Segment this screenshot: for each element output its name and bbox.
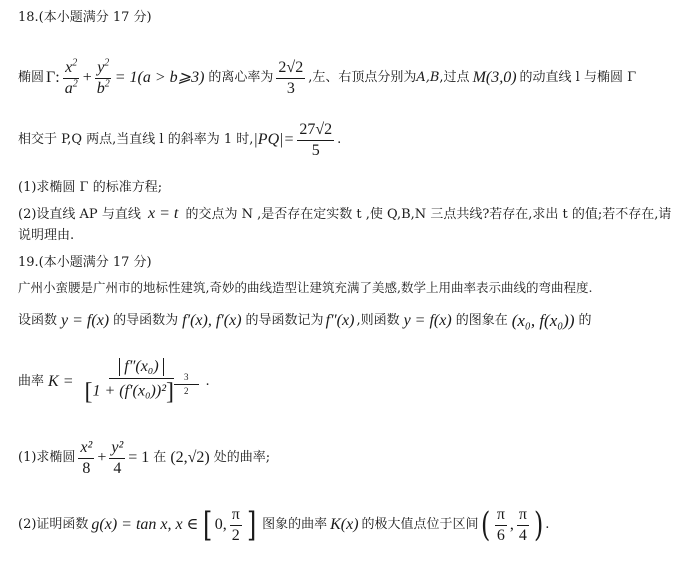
pq-denominator: 5: [311, 141, 320, 159]
def-mid4: 的图象在: [455, 313, 508, 328]
k-pre: 曲率: [18, 374, 45, 389]
q18-line2: [18, 118, 678, 162]
q18-l1-mid: 的离心率为: [208, 70, 274, 85]
def-post: 的: [578, 313, 592, 328]
k-post: .: [205, 374, 210, 389]
y2-over-4: [109, 439, 125, 478]
x2-over-a2: $\frac{x^2}{a^2}$: [64, 57, 78, 97]
p2-mid: 图象的曲率: [262, 517, 328, 532]
ecc-denominator: 3: [286, 79, 295, 97]
q18-p2a: (2)设直线 AP 与直线: [18, 207, 141, 222]
pi6-n: π: [495, 506, 507, 526]
eccentricity-fraction: [276, 59, 305, 98]
q18-p2b: 的交点为 N ,是否存在定实数 t ,使 Q,B,N 三点共线?若存在,求出 t 的值;若不存在,请: [185, 207, 672, 222]
q18-l1-pre: 椭圆: [18, 70, 45, 85]
pi-over-2: [230, 506, 242, 545]
curvature-fraction: f″(x₀) [1 + (f′(x₀))²] $^{\frac{3}{2}}$: [80, 358, 202, 405]
line-x-eq-t: x = t: [147, 205, 179, 222]
pi4-d: 4: [518, 526, 527, 544]
y2-over-b2: $\frac{y^2}{b^2}$: [96, 57, 110, 97]
def-mid2: 的导函数记为: [245, 313, 324, 328]
p1-d2: 4: [113, 459, 122, 477]
pq-fraction: [297, 121, 334, 160]
k-denominator: 1 + (f′(x₀))²: [92, 383, 166, 401]
pi4-n: π: [517, 506, 529, 526]
p2-post: .: [545, 517, 550, 532]
ecc-numerator: 2√2: [276, 59, 305, 79]
p2-k: K(x): [330, 516, 359, 533]
pi2-n: π: [230, 506, 242, 526]
q18-part2-cont: 说明理由.: [18, 228, 75, 243]
q18-header: 18.(本小题满分 17 分): [18, 10, 152, 25]
q18-l1-post: ,左、右顶点分别为: [308, 70, 417, 85]
point-m: M(3,0): [472, 69, 517, 86]
pi-over-4: [517, 506, 529, 545]
k-exp-num: 3: [174, 373, 199, 385]
p1-x2: x²: [78, 439, 94, 459]
p1-d1: 8: [82, 459, 91, 477]
q18-l2-post: .: [337, 132, 342, 147]
ellipse-condition: = 1(a > b⩾3): [114, 69, 205, 86]
p1-mid: 在: [153, 450, 167, 465]
q19-curvature-formula: [18, 345, 678, 419]
q19-part2: (2)证明函数 g(x) = tan x, x ∈ [ 0, $\frac{\pi}{2}$ ] 图象的曲率 K(x) 的极大值点位于区间 ( $\frac{\pi}{6}$ , $\frac{\pi}{4}$ ) .: [18, 505, 550, 545]
vertices-ab: A,B: [416, 70, 440, 85]
def-point: (x₀, f(x₀)): [511, 311, 575, 330]
q19-intro: 广州小蛮腰是广州市的地标性建筑,奇妙的曲线造型让建筑充满了美感,数学上用曲率表示曲线的弯曲程度.: [18, 280, 593, 295]
def-mid1: 的导函数为: [113, 313, 179, 328]
pi-over-6: [495, 506, 507, 545]
q18-l1-tail: 的动直线 l 与椭圆 Γ: [519, 70, 637, 85]
p2-int-left: 0,: [214, 516, 227, 533]
def-fx2: y = f(x): [403, 312, 452, 329]
q18-l1-post2: ,过点: [439, 70, 470, 85]
q18-line1: 椭圆 Γ: $\frac{x^2}{a^2}$ + $\frac{y^2}{b^2}$ = 1(a > b⩾3) 的离心率为 $\frac{2√2}{3}$ ,左、右顶点分别为 A,B ,过点 M(3,0) 的动直线 l 与椭圆 Γ: [18, 57, 637, 97]
q19-definition: [18, 305, 678, 337]
p2-mid2: 的极大值点位于区间: [361, 517, 479, 532]
q18-part2: [18, 206, 678, 223]
q18-part1: (1)求椭圆 Γ 的标准方程;: [18, 180, 163, 195]
q19-p1-pre: (1)求椭圆: [18, 450, 76, 465]
p1-eq: = 1: [128, 449, 150, 466]
q18-l2-pre: 相交于 P,Q 两点,当直线 l 的斜率为 1 时,: [18, 132, 254, 147]
k-numerator: f″(x₀): [119, 358, 163, 376]
q19-p2-pre: (2)证明函数: [18, 517, 89, 532]
k-var: K =: [48, 373, 74, 390]
x2-over-8: [78, 439, 94, 478]
def-mid3: ,则函数: [356, 313, 400, 328]
q19-part1: (1)求椭圆 $\frac{\text{x²}}{8}$ + $\frac{\text{y²}}{4}$ = 1 在 (2,√2) 处的曲率;: [18, 438, 271, 477]
p1-post: 处的曲率;: [213, 450, 271, 465]
p1-point: (2,√2): [170, 449, 210, 466]
pq-length: |PQ|=: [253, 131, 295, 148]
p1-y2: y²: [109, 439, 125, 459]
def-fx: y = f(x): [61, 312, 110, 329]
p2-g: g(x) = tan x, x ∈: [91, 516, 199, 533]
q19-header: 19.(本小题满分 17 分): [18, 255, 152, 270]
pi6-d: 6: [496, 526, 505, 544]
pq-numerator: 27√2: [297, 121, 334, 141]
def-fdoubleprime: f″(x): [325, 312, 355, 329]
ellipse-name: Γ:: [46, 69, 60, 86]
pi2-d: 2: [231, 526, 240, 544]
def-pre: 设函数: [18, 313, 58, 328]
k-exp-den: 2: [184, 385, 189, 396]
def-fprime: f′(x), f′(x): [182, 312, 242, 329]
